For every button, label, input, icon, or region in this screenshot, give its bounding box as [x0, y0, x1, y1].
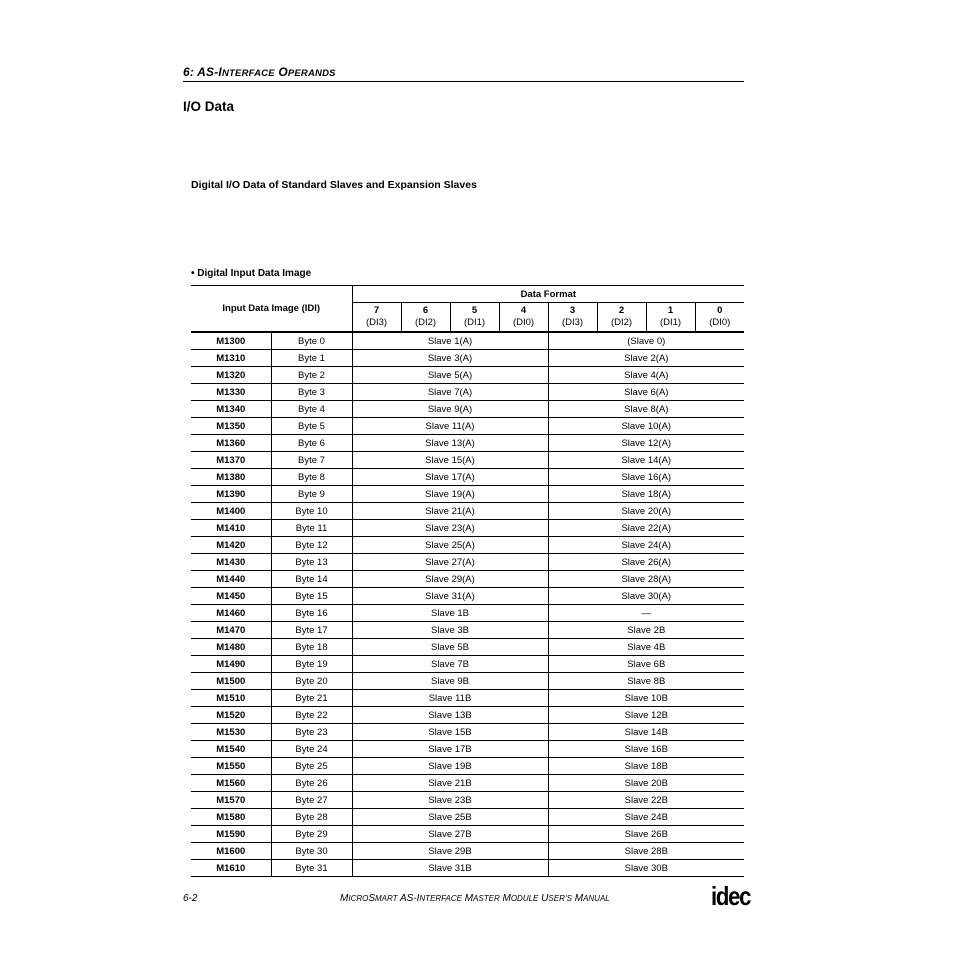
byte-cell: Byte 14	[271, 571, 352, 588]
lower-nibble-cell: Slave 6(A)	[548, 384, 744, 401]
bit-header-2	[597, 303, 646, 333]
table-row	[191, 520, 744, 537]
bit-header-1	[646, 303, 695, 333]
lower-nibble-cell: Slave 26B	[548, 826, 744, 843]
table-row	[191, 554, 744, 571]
lower-nibble-cell: Slave 8B	[548, 673, 744, 690]
lower-nibble-cell: Slave 24(A)	[548, 537, 744, 554]
table-row	[191, 332, 744, 350]
byte-cell: Byte 15	[271, 588, 352, 605]
lower-nibble-cell: Slave 22(A)	[548, 520, 744, 537]
bit-name: (DI1)	[463, 317, 486, 328]
upper-nibble-cell: Slave 1(A)	[352, 332, 548, 350]
input-data-image-table	[191, 285, 744, 877]
byte-cell: Byte 4	[271, 401, 352, 418]
byte-cell: Byte 3	[271, 384, 352, 401]
lower-nibble-cell: Slave 14(A)	[548, 452, 744, 469]
lower-nibble-cell: —	[548, 605, 744, 622]
byte-cell: Byte 18	[271, 639, 352, 656]
address-cell: M1550	[191, 758, 271, 775]
address-cell: M1600	[191, 843, 271, 860]
table-row	[191, 571, 744, 588]
bit-name: (DI2)	[414, 317, 437, 328]
lower-nibble-cell: Slave 18B	[548, 758, 744, 775]
byte-cell: Byte 13	[271, 554, 352, 571]
lower-nibble-cell: Slave 10(A)	[548, 418, 744, 435]
bit-header-0	[695, 303, 744, 333]
header-rule	[183, 81, 744, 82]
upper-nibble-cell: Slave 31B	[352, 860, 548, 877]
byte-cell: Byte 30	[271, 843, 352, 860]
address-cell: M1390	[191, 486, 271, 503]
upper-nibble-cell: Slave 19(A)	[352, 486, 548, 503]
bit-header-7	[352, 303, 401, 333]
lower-nibble-cell: Slave 22B	[548, 792, 744, 809]
manual-title	[340, 893, 610, 904]
bit-number: 5	[471, 305, 478, 316]
manual-title-part: U	[538, 893, 549, 904]
bit-number: 7	[373, 305, 380, 316]
bit-name: (DI0)	[709, 317, 731, 328]
table-row	[191, 605, 744, 622]
upper-nibble-cell: Slave 25(A)	[352, 537, 548, 554]
table-row	[191, 758, 744, 775]
byte-cell: Byte 21	[271, 690, 352, 707]
address-cell: M1490	[191, 656, 271, 673]
table-row	[191, 843, 744, 860]
upper-nibble-cell: Slave 29B	[352, 843, 548, 860]
upper-nibble-cell: Slave 5(A)	[352, 367, 548, 384]
byte-cell: Byte 17	[271, 622, 352, 639]
bit-number: 2	[618, 305, 625, 316]
bit-number: 4	[520, 305, 527, 316]
manual-title-part: NTERFACE	[419, 894, 462, 903]
address-cell: M1500	[191, 673, 271, 690]
bit-name: (DI3)	[561, 317, 584, 328]
address-cell: M1350	[191, 418, 271, 435]
table-row	[191, 809, 744, 826]
lower-nibble-cell: Slave 16(A)	[548, 469, 744, 486]
table-row	[191, 673, 744, 690]
lower-nibble-cell: Slave 18(A)	[548, 486, 744, 503]
manual-title-part: AS-I	[397, 893, 420, 904]
address-cell: M1590	[191, 826, 271, 843]
upper-nibble-cell: Slave 17(A)	[352, 469, 548, 486]
chapter-smallcaps-2: PERANDS	[287, 68, 336, 79]
byte-cell: Byte 26	[271, 775, 352, 792]
address-cell: M1410	[191, 520, 271, 537]
lower-nibble-cell: Slave 10B	[548, 690, 744, 707]
upper-nibble-cell: Slave 9(A)	[352, 401, 548, 418]
upper-nibble-cell: Slave 11B	[352, 690, 548, 707]
chapter-mid: O	[274, 65, 288, 79]
byte-cell: Byte 8	[271, 469, 352, 486]
upper-nibble-cell: Slave 3B	[352, 622, 548, 639]
bit-name: (DI3)	[365, 317, 388, 328]
byte-cell: Byte 31	[271, 860, 352, 877]
table-row	[191, 367, 744, 384]
address-cell: M1530	[191, 724, 271, 741]
manual-title-part: ASTER	[473, 894, 500, 903]
upper-nibble-cell: Slave 13B	[352, 707, 548, 724]
byte-cell: Byte 27	[271, 792, 352, 809]
byte-cell: Byte 25	[271, 758, 352, 775]
table-row	[191, 792, 744, 809]
bullet-label: • Digital Input Data Image	[191, 268, 312, 279]
manual-title-part: M	[571, 893, 584, 904]
chapter-heading	[183, 65, 336, 79]
table-row	[191, 741, 744, 758]
byte-cell: Byte 7	[271, 452, 352, 469]
lower-nibble-cell: Slave 14B	[548, 724, 744, 741]
lower-nibble-cell: Slave 20B	[548, 775, 744, 792]
table-row	[191, 826, 744, 843]
table-row	[191, 418, 744, 435]
upper-nibble-cell: Slave 25B	[352, 809, 548, 826]
address-cell: M1420	[191, 537, 271, 554]
address-cell: M1520	[191, 707, 271, 724]
upper-nibble-cell: Slave 29(A)	[352, 571, 548, 588]
bit-number: 3	[569, 305, 576, 316]
upper-nibble-cell: Slave 7(A)	[352, 384, 548, 401]
table-row	[191, 707, 744, 724]
address-cell: M1380	[191, 469, 271, 486]
address-cell: M1300	[191, 332, 271, 350]
upper-nibble-cell: Slave 13(A)	[352, 435, 548, 452]
byte-cell: Byte 2	[271, 367, 352, 384]
manual-title-part: SER’S	[548, 894, 572, 903]
bit-number: 1	[667, 305, 674, 316]
manual-title-part: ODULE	[510, 894, 539, 903]
bit-number: 6	[422, 305, 429, 316]
idec-logo: idec	[711, 881, 751, 911]
address-cell: M1460	[191, 605, 271, 622]
upper-nibble-cell: Slave 5B	[352, 639, 548, 656]
address-cell: M1360	[191, 435, 271, 452]
upper-nibble-cell: Slave 9B	[352, 673, 548, 690]
upper-nibble-cell: Slave 21(A)	[352, 503, 548, 520]
upper-nibble-cell: Slave 15(A)	[352, 452, 548, 469]
subsection-title: Digital I/O Data of Standard Slaves and Expansion Slaves	[191, 179, 477, 191]
lower-nibble-cell: Slave 20(A)	[548, 503, 744, 520]
bit-header-5	[450, 303, 499, 333]
table-row	[191, 435, 744, 452]
upper-nibble-cell: Slave 11(A)	[352, 418, 548, 435]
table-row	[191, 724, 744, 741]
upper-nibble-cell: Slave 17B	[352, 741, 548, 758]
upper-nibble-cell: Slave 27(A)	[352, 554, 548, 571]
lower-nibble-cell: (Slave 0)	[548, 332, 744, 350]
lower-nibble-cell: Slave 28(A)	[548, 571, 744, 588]
manual-title-part: ANUAL	[583, 894, 610, 903]
address-cell: M1580	[191, 809, 271, 826]
lower-nibble-cell: Slave 12B	[548, 707, 744, 724]
address-cell: M1400	[191, 503, 271, 520]
manual-title-part: MART	[375, 894, 398, 903]
byte-cell: Byte 12	[271, 537, 352, 554]
address-cell: M1510	[191, 690, 271, 707]
address-cell: M1480	[191, 639, 271, 656]
address-cell: M1610	[191, 860, 271, 877]
table-row	[191, 350, 744, 367]
lower-nibble-cell: Slave 24B	[548, 809, 744, 826]
manual-title-part: M	[499, 893, 511, 904]
bit-header-6	[401, 303, 450, 333]
upper-nibble-cell: Slave 27B	[352, 826, 548, 843]
address-cell: M1340	[191, 401, 271, 418]
data-format-header: Data Format	[352, 286, 744, 303]
lower-nibble-cell: Slave 16B	[548, 741, 744, 758]
table-row	[191, 656, 744, 673]
byte-cell: Byte 1	[271, 350, 352, 367]
bit-name: (DI0)	[512, 317, 535, 328]
address-cell: M1430	[191, 554, 271, 571]
bit-header-3	[548, 303, 597, 333]
byte-cell: Byte 6	[271, 435, 352, 452]
upper-nibble-cell: Slave 31(A)	[352, 588, 548, 605]
byte-cell: Byte 5	[271, 418, 352, 435]
address-cell: M1320	[191, 367, 271, 384]
address-cell: M1450	[191, 588, 271, 605]
lower-nibble-cell: Slave 4(A)	[548, 367, 744, 384]
byte-cell: Byte 23	[271, 724, 352, 741]
address-cell: M1540	[191, 741, 271, 758]
byte-cell: Byte 11	[271, 520, 352, 537]
bit-name: (DI1)	[659, 317, 682, 328]
chapter-smallcaps-1: NTERFACE	[221, 68, 275, 79]
lower-nibble-cell: Slave 26(A)	[548, 554, 744, 571]
table-row	[191, 860, 744, 877]
lower-nibble-cell: Slave 2B	[548, 622, 744, 639]
address-cell: M1370	[191, 452, 271, 469]
table-row	[191, 690, 744, 707]
upper-nibble-cell: Slave 23(A)	[352, 520, 548, 537]
idi-header: Input Data Image (IDI)	[191, 286, 352, 333]
manual-title-part: S	[368, 893, 376, 904]
upper-nibble-cell: Slave 3(A)	[352, 350, 548, 367]
chapter-prefix: 6: AS-I	[183, 65, 222, 79]
address-cell: M1470	[191, 622, 271, 639]
upper-nibble-cell: Slave 15B	[352, 724, 548, 741]
table-row	[191, 622, 744, 639]
page-number: 6-2	[183, 893, 198, 904]
upper-nibble-cell: Slave 23B	[352, 792, 548, 809]
manual-title-part: M	[461, 893, 474, 904]
address-cell: M1310	[191, 350, 271, 367]
bit-header-4	[499, 303, 548, 333]
byte-cell: Byte 0	[271, 332, 352, 350]
table-row	[191, 486, 744, 503]
lower-nibble-cell: Slave 12(A)	[548, 435, 744, 452]
bit-name: (DI2)	[610, 317, 633, 328]
lower-nibble-cell: Slave 2(A)	[548, 350, 744, 367]
upper-nibble-cell: Slave 1B	[352, 605, 548, 622]
table-row	[191, 384, 744, 401]
address-cell: M1570	[191, 792, 271, 809]
manual-title-part: M	[340, 893, 349, 904]
lower-nibble-cell: Slave 8(A)	[548, 401, 744, 418]
byte-cell: Byte 22	[271, 707, 352, 724]
lower-nibble-cell: Slave 28B	[548, 843, 744, 860]
byte-cell: Byte 9	[271, 486, 352, 503]
byte-cell: Byte 20	[271, 673, 352, 690]
upper-nibble-cell: Slave 21B	[352, 775, 548, 792]
table-body	[191, 332, 744, 877]
table-row	[191, 588, 744, 605]
byte-cell: Byte 28	[271, 809, 352, 826]
table-row	[191, 469, 744, 486]
address-cell: M1560	[191, 775, 271, 792]
upper-nibble-cell: Slave 7B	[352, 656, 548, 673]
byte-cell: Byte 10	[271, 503, 352, 520]
table-row	[191, 639, 744, 656]
lower-nibble-cell: Slave 30(A)	[548, 588, 744, 605]
lower-nibble-cell: Slave 6B	[548, 656, 744, 673]
byte-cell: Byte 24	[271, 741, 352, 758]
table-row	[191, 503, 744, 520]
lower-nibble-cell: Slave 30B	[548, 860, 744, 877]
address-cell: M1330	[191, 384, 271, 401]
bit-number: 0	[717, 305, 723, 316]
byte-cell: Byte 19	[271, 656, 352, 673]
manual-title-part: ICRO	[348, 894, 369, 903]
byte-cell: Byte 29	[271, 826, 352, 843]
table-row	[191, 775, 744, 792]
table-row	[191, 537, 744, 554]
upper-nibble-cell: Slave 19B	[352, 758, 548, 775]
address-cell: M1440	[191, 571, 271, 588]
table-row	[191, 452, 744, 469]
section-title: I/O Data	[183, 99, 235, 114]
table-row	[191, 401, 744, 418]
lower-nibble-cell: Slave 4B	[548, 639, 744, 656]
byte-cell: Byte 16	[271, 605, 352, 622]
